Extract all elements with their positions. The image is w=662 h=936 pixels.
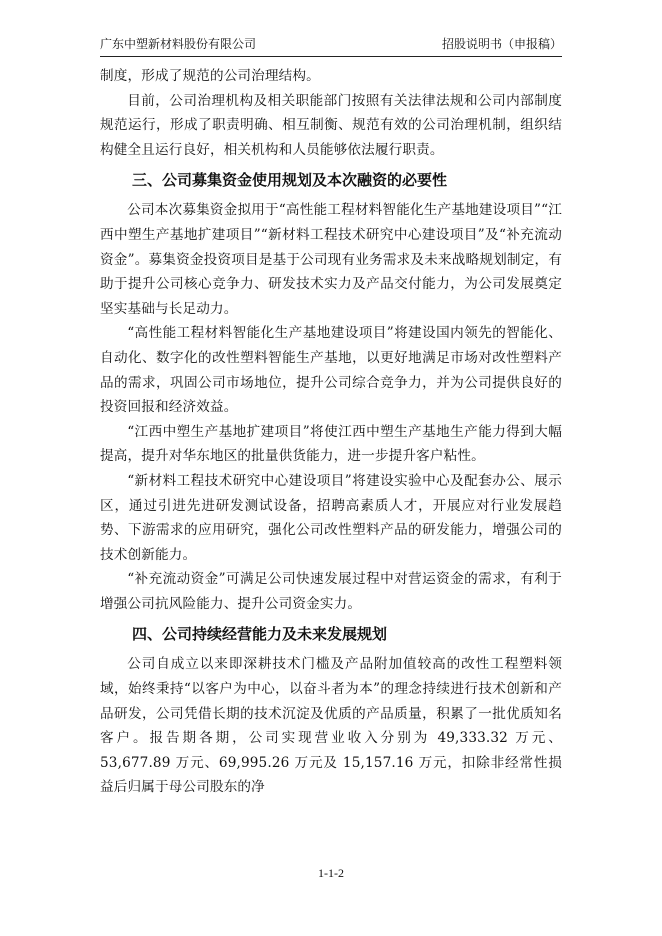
document-body — [100, 64, 562, 800]
paragraph-project-jiangxi: “江西中塑生产基地扩建项目”将使江西中塑生产基地生产能力得到大幅提高，提升对华东地区的批量供货能力，进一步提升客户粘性。 — [100, 423, 562, 465]
page-number: 1-1-2 — [318, 866, 344, 880]
header-document-type: 招股说明书（申报稿） — [441, 37, 562, 51]
paragraph-working-capital: “补充流动资金”可满足公司快速发展过程中对营运资金的需求，有利于增强公司抗风险能力、提升公司资金实力。 — [100, 571, 562, 612]
paragraph-project-rd-center: “新材料工程技术研究中心建设项目”将建设实验中心及配套办公、展示区，通过引进先进研发测试设备，招聘高素质人才，开展应对行业发展趋势、下游需求的应用研究，强化公司改性塑料产品的研发能力，增强公司的技术创新能力。 — [100, 472, 562, 563]
paragraph-project-smart-base: “高性能工程材料智能化生产基地建设项目”将建设国内领先的智能化、自动化、数字化的改性塑料智能生产基地，以更好地满足市场对改性塑料产品的需求，巩固公司市场地位，提升公司综合竞争力，并为公司提供良好的投资回报和经济效益。 — [100, 325, 562, 416]
page-header — [100, 34, 562, 57]
paragraph-governance: 目前，公司治理机构及相关职能部门按照有关法律法规和公司内部制度规范运行，形成了职责明确、相互制衡、规范有效的公司治理机制，组织结构健全且运行良好，相关机构和人员能够依法履行职责。 — [100, 92, 562, 158]
section-heading-fundraising: 三、公司募集资金使用规划及本次融资的必要性 — [132, 171, 448, 190]
paragraph-operating-capability: 公司自成立以来即深耕技术门槛及产品附加值较高的改性工程塑料领域，始终秉持“以客户为中心，以奋斗者为本”的理念持续进行技术创新和产品研发，公司凭借长期的技术沉淀及优质的产品质量，积累了一批优质知名客户。报告期各期，公司实现营业收入分别为 49,333.32 万元、53,677.89 万元、69,995.26 万元及 15,157.16 万元，扣除非经常性损益后归属于母公司股东的净 — [100, 656, 562, 796]
paragraph-governance-continued: 制度，形成了规范的公司治理结构。 — [100, 68, 320, 84]
section-heading-sustainability: 四、公司持续经营能力及未来发展规划 — [132, 625, 388, 644]
paragraph-fundraising-overview: 公司本次募集资金拟用于“高性能工程材料智能化生产基地建设项目”“江西中塑生产基地扩建项目”“新材料工程技术研究中心建设项目”及“补充流动资金”。募集资金投资项目是基于公司现有业务需求及未来战略规划制定，有助于提升公司核心竞争力、研发技术实力及产品交付能力，为公司发展奠定坚实基础与长足动力。 — [100, 202, 562, 317]
header-company-name: 广东中塑新材料股份有限公司 — [100, 37, 257, 51]
